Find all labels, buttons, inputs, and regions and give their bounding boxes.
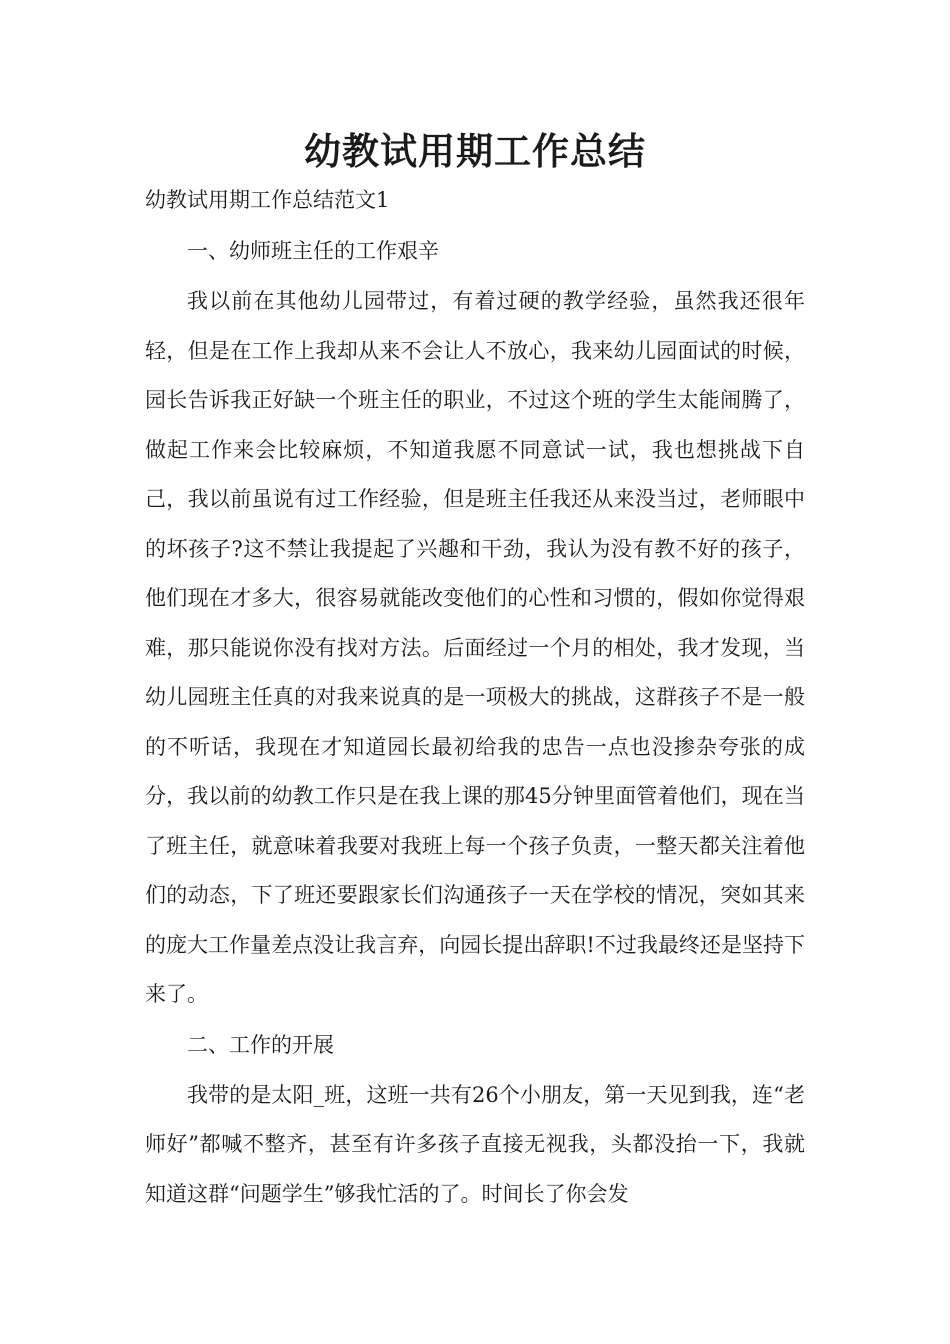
- section-heading-2: 二、工作的开展: [187, 1032, 334, 1057]
- section-paragraph-1: 我以前在其他幼儿园带过，有着过硬的教学经验，虽然我还很年轻，但是在工作上我却从来不会让人不放心，我来幼儿园面试的时候，园长告诉我正好缺一个班主任的职业，不过这个班的学生太能闹腾了，做起工作来会比较麻烦，不知道我愿不同意试一试，我也想挑战下自己，我以前虽说有过工作经验，但是班主任我还从来没当过，老师眼中的坏孩子?这不禁让我提起了兴趣和干劲，我认为没有教不好的孩子，他们现在才多大，很容易就能改变他们的心性和习惯的，假如你觉得艰难，那只能说你没有找对方法。后面经过一个月的相处，我才发现，当幼儿园班主任真的对我来说真的是一项极大的挑战，这群孩子不是一般的不听话，我现在才知道园长最初给我的忠告一点也没掺杂夸张的成分，我以前的幼教工作只是在我上课的那45分钟里面管着他们，现在当了班主任，就意味着我要对我班上每一个孩子负责，一整天都关注着他们的动态，下了班还要跟家长们沟通孩子一天在学校的情况，突如其来的庞大工作量差点没让我言弃，向园长提出辞职!不过我最终还是坚持下来了。: [145, 289, 805, 1006]
- document-body: [145, 234, 805, 1219]
- section-paragraph-2: 我带的是太阳_班，这班一共有26个小朋友，第一天见到我，连“老师好”都喊不整齐，甚至有许多孩子直接无视我，头都没抬一下，我就知道这群“问题学生”够我忙活的了。时间长了你会发: [145, 1082, 805, 1206]
- document-subtitle: 幼教试用期工作总结范文1: [145, 188, 390, 212]
- section-heading-1: 一、幼师班主任的工作艰辛: [187, 239, 439, 263]
- document-title: 幼教试用期工作总结: [304, 130, 646, 173]
